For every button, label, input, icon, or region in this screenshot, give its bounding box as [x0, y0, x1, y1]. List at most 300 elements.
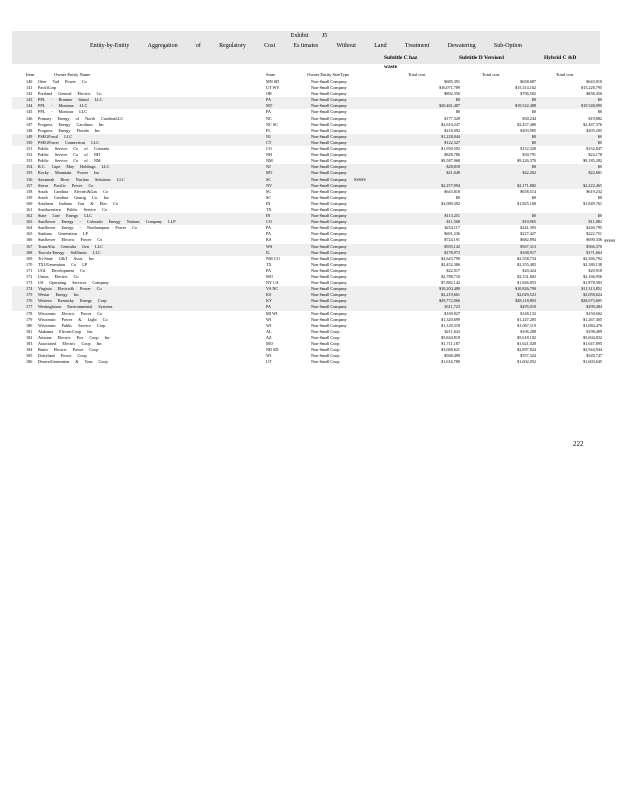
owner-name: Westinghouse Environmental Systems — [38, 304, 113, 310]
hybrid-cost: $838,456 — [586, 91, 602, 97]
owner-name: Basin Electric Power Coop — [38, 347, 99, 353]
subtitle-d-cost: $9,226,370 — [517, 158, 536, 164]
owner-name: Primary Energy of North CarolinaLLC — [38, 115, 124, 121]
owner-type: Non-Small Company — [311, 91, 347, 97]
owner-name: Virginia Electric& Power Co — [38, 286, 102, 292]
subtitle-d-cost: $30,791 — [522, 152, 536, 158]
subtitle-c-cost: $22,017 — [446, 267, 460, 273]
owner-type: Non-Small Company — [311, 267, 347, 273]
state: AZ — [266, 334, 272, 340]
subtitle-c-cost: $311,723 — [444, 304, 460, 310]
subtitle-d-cost: $168,917 — [520, 249, 536, 255]
hybrid-cost: $2,566,792 — [583, 255, 602, 261]
row-index: 168 — [26, 249, 33, 255]
subtitle-c-cost: $724,191 — [444, 237, 460, 243]
col-total1: Total cost — [408, 72, 426, 77]
subtitle-d-cost: $2,131,802 — [517, 274, 536, 279]
state: VA NC — [266, 286, 279, 292]
subtitle-c-cost: $2,452,386 — [441, 261, 460, 267]
subtitle-c-cost: $9,587,968 — [441, 158, 460, 164]
subtitle-c-cost: $568,489 — [444, 353, 460, 359]
row-index: 171 — [26, 267, 33, 273]
row-index: 146 — [26, 115, 33, 121]
row-index: 149 — [26, 133, 33, 139]
row-index: 173 — [26, 280, 33, 286]
owner-type: Non-Small Company — [311, 249, 347, 255]
hybrid-cost: $222,751 — [586, 231, 602, 237]
owner-name: DeseretGeneration & Tran Coop — [38, 359, 108, 365]
col-owner: Owner Entity Name — [54, 72, 91, 77]
subtitle-c-cost: $828,786 — [444, 152, 460, 158]
row-index: 179 — [26, 316, 33, 322]
subtitle-d-cost: $28,118,803 — [515, 298, 536, 304]
subtitle-d-cost: $10,826,790 — [515, 286, 536, 292]
row-index: 145 — [26, 109, 33, 115]
owner-type: Non-Small Company — [311, 322, 347, 328]
subtitle-d-cost: $0 — [531, 194, 536, 200]
state: CT — [266, 139, 272, 145]
row-index: 163 — [26, 219, 33, 225]
hybrid-cost: $2,380,138 — [583, 261, 602, 267]
hybrid-header: Hybrid C &D — [544, 55, 577, 61]
hybrid-cost: $0 — [597, 133, 602, 139]
hybrid-cost: $1,647,895 — [583, 341, 602, 347]
owner-type: Non-Small Company — [311, 109, 347, 115]
subtitle-d-cost: $15,314,162 — [515, 85, 536, 91]
hybrid-cost: $5,604,832 — [583, 334, 602, 340]
owner-type: Non-Small Company — [311, 304, 347, 310]
exhibit-title — [12, 43, 600, 49]
subtitle-c-cost: $691,236 — [444, 231, 460, 237]
state: UT — [266, 359, 272, 365]
subtitle-c-header-line2: waste — [384, 64, 398, 70]
state: MT — [266, 170, 273, 176]
subtitle-d-cost: $796,502 — [520, 91, 536, 97]
owner-type: Non-Small Company — [311, 225, 347, 231]
hybrid-cost: $2,058,624 — [583, 292, 602, 298]
subtitle-c-header: Subtitle C haz — [384, 55, 418, 61]
subtitle-c-cost: $2,089,392 — [441, 200, 460, 206]
hybrid-cost: $0 — [597, 139, 602, 145]
row-index: 165 — [26, 231, 33, 237]
hybrid-cost: $150,602 — [586, 310, 602, 316]
row-index: 176 — [26, 298, 33, 304]
row-index: 181 — [26, 328, 33, 334]
subtitle-c-cost: $1,120,318 — [441, 322, 460, 328]
hybrid-cost: $19,548,090 — [581, 103, 602, 109]
state: NM — [266, 158, 273, 164]
owner-type: Non-Small Company — [311, 194, 347, 200]
subtitle-c-cost: $3,068,621 — [441, 347, 460, 353]
subtitle-d-cost: $567,313 — [520, 243, 536, 249]
subtitle-d-cost: $0 — [531, 97, 536, 103]
owner-type: Non-Small Company — [311, 79, 347, 84]
state: NJ — [266, 164, 271, 170]
subtitle-c-cost: $5,844,819 — [441, 334, 460, 340]
hybrid-cost: $0 — [597, 194, 602, 200]
subtitle-c-cost: $1,711,187 — [441, 341, 460, 347]
subtitle-c-cost: $178,973 — [444, 249, 460, 255]
owner-type: Non-Small Company — [311, 316, 347, 322]
subtitle-d-cost: $682,894 — [520, 237, 536, 243]
owner-type: Non-Small Company — [311, 298, 347, 304]
owner-type: Non-Small Company — [311, 139, 347, 145]
owner-type: Non-Small Company — [311, 206, 347, 212]
row-index: 175 — [26, 292, 33, 298]
owner-type: Non-Small Company — [311, 133, 347, 139]
state: NC — [266, 115, 272, 121]
subtitle-c-cost: $254,117 — [444, 225, 460, 231]
subtitle-c-cost: $218,092 — [444, 127, 460, 133]
subtitle-d-cost: $30,244 — [522, 115, 536, 121]
subtitle-d-cost: $1,825,168 — [517, 200, 536, 206]
subtitle-d-cost: $1,602,052 — [517, 359, 536, 365]
owner-type: Non-Small Company — [311, 158, 347, 164]
state: SC — [266, 188, 272, 194]
subtitle-d-cost: $2,171,882 — [517, 182, 536, 188]
title-word: Dewatering — [447, 43, 476, 49]
hybrid-cost: $1,849,761 — [583, 200, 602, 206]
subtitle-c-cost: $28,818 — [446, 164, 460, 170]
state: IL — [266, 249, 270, 255]
hybrid-cost: $1,878,583 — [583, 280, 602, 286]
owner-type: Non-Small Company — [311, 274, 347, 279]
row-note: SSSSS — [354, 176, 366, 182]
subtitle-d-cost: $2,355,485 — [517, 261, 536, 267]
subtitle-c-cost: $211,643 — [444, 328, 460, 334]
row-index: 166 — [26, 237, 33, 243]
subtitle-c-cost: $2,788,710 — [441, 274, 460, 279]
subtitle-c-cost: $11,568 — [446, 219, 460, 225]
owner-type: Non-Small Company — [311, 261, 347, 267]
row-index: 184 — [26, 347, 33, 353]
hybrid-cost: $171,664 — [586, 249, 602, 255]
row-index: 153 — [26, 158, 33, 164]
subtitle-c-cost: $7,882,142 — [441, 280, 460, 286]
state: PA — [266, 304, 271, 310]
subtitle-c-cost: $10,203,480 — [439, 286, 460, 292]
subtitle-d-cost: $0 — [531, 139, 536, 145]
subtitle-c-cost: $2,643,790 — [441, 255, 460, 261]
table-row — [12, 359, 600, 365]
row-index: 148 — [26, 127, 33, 133]
state: NY CA — [266, 280, 279, 286]
owner-name: Associated Electric Coop Inc — [38, 341, 102, 347]
row-index: 164 — [26, 225, 33, 231]
owner-name: TransAlta Centralia Gen LLC — [38, 243, 103, 249]
hybrid-cost: $0 — [597, 109, 602, 115]
subtitle-d-cost: $196,288 — [520, 328, 536, 334]
subtitle-c-cost: $29,772,066 — [439, 298, 460, 304]
state: NJ — [266, 133, 271, 139]
owner-type: Non-Small Company — [311, 255, 347, 261]
row-index: 152 — [26, 152, 33, 158]
state: SC — [266, 176, 272, 182]
subtitle-d-cost: $0 — [531, 164, 536, 170]
subtitle-d-cost: $19,522,488 — [515, 103, 536, 109]
row-index: 174 — [26, 286, 33, 292]
owner-type: Non-Small Coop — [311, 334, 340, 340]
owner-type: Non-Small Company — [311, 213, 347, 219]
state: PA — [266, 109, 271, 115]
subtitle-c-cost: $2,610,247 — [441, 121, 460, 127]
subtitle-d-cost: $1,846,853 — [517, 280, 536, 286]
subtitle-c-cost: $593,142 — [444, 243, 460, 249]
owner-type: Non-Small Company — [311, 85, 347, 91]
subtitle-d-cost: $2,558,734 — [517, 255, 536, 261]
owner-name: Wisconsin Power & Light Co — [38, 316, 108, 322]
hybrid-cost: $1,084,476 — [583, 322, 602, 328]
owner-name: Wisconsin Public Service Corp — [38, 322, 106, 328]
owner-type: Non-Small Coop — [311, 328, 340, 334]
owner-type: Non-Small Company — [311, 127, 347, 133]
owner-name: Progress Energy Florida Inc — [38, 127, 101, 133]
state: WI — [266, 316, 272, 322]
hybrid-cost: $152,847 — [586, 146, 602, 152]
owner-type: Non-Small Company — [311, 182, 347, 188]
state: PA — [266, 231, 271, 237]
state: TX — [266, 206, 272, 212]
row-index: 183 — [26, 341, 33, 347]
owner-name: PSEGPower Connecticut LLC — [38, 139, 100, 145]
hybrid-cost: $566,378 — [586, 243, 602, 249]
owner-type: Non-Small Company — [311, 176, 347, 182]
subtitle-c-cost: $169,927 — [444, 310, 460, 316]
hybrid-cost: $246,795 — [586, 225, 602, 231]
row-index: 140 — [26, 79, 33, 84]
subtitle-c-cost: $1,320,699 — [441, 316, 460, 322]
owner-name: Westar Energy Inc — [38, 292, 79, 298]
owner-type: Non-Small Company — [311, 280, 347, 286]
owner-name: Public Service Co of Colorado — [38, 146, 110, 152]
owner-name: Tri-State G&T Assn, Inc — [38, 255, 95, 261]
hybrid-cost: $643,910 — [586, 79, 602, 84]
owner-type: Non-Small Company — [311, 231, 347, 237]
row-index: 169 — [26, 255, 33, 261]
subtitle-d-cost: $20,424 — [522, 267, 536, 273]
state: NC SC — [266, 121, 278, 127]
title-word: Aggregation — [147, 43, 178, 49]
owner-name: Otter Tail Power Co — [38, 79, 87, 84]
subtitle-c-cost: $1,950,592 — [441, 146, 460, 152]
state: MO — [266, 274, 273, 279]
page-number: 222 — [573, 440, 584, 448]
owner-type: Non-Small Company — [311, 237, 347, 243]
hybrid-cost: $19,882 — [588, 115, 602, 121]
owner-type: Non-Small Coop — [311, 359, 340, 365]
hybrid-cost: $22,601 — [588, 170, 602, 176]
state: CO — [266, 219, 272, 225]
owner-name: US Operating Services Company — [38, 280, 109, 286]
state: MT — [266, 103, 273, 109]
state: UT WY — [266, 85, 280, 91]
owner-type: Non-Small Company — [311, 292, 347, 298]
row-index: 159 — [26, 194, 33, 200]
state: FL — [266, 127, 271, 133]
subtitle-d-cost: $148,132 — [520, 310, 536, 316]
owner-type: Non-Small Company — [311, 310, 347, 316]
subtitle-c-cost: $643,818 — [444, 188, 460, 194]
row-index: 144 — [26, 103, 33, 109]
owner-name: R.C. Cape May Holdings LLC — [38, 164, 110, 170]
state: PA — [266, 225, 271, 231]
owner-name: Rocky Mountain Power Inc — [38, 170, 100, 176]
col-total3: Total cost — [556, 72, 574, 77]
title-word: Sub-Option — [493, 43, 522, 49]
owner-name: Dairyland Power Coop — [38, 353, 87, 359]
row-index: 158 — [26, 188, 33, 194]
subtitle-d-cost: $658,514 — [520, 188, 536, 194]
owner-name: Savannah River Nuclear Solutions LLC — [38, 176, 125, 182]
subtitle-c-cost: $892,356 — [444, 91, 460, 97]
owner-type: Non-Small Company — [311, 200, 347, 206]
subtitle-d-cost: $0 — [531, 109, 536, 115]
owner-name: Portland General Electric Co — [38, 91, 102, 97]
hybrid-cost: $205,205 — [586, 127, 602, 133]
state: NM CO — [266, 255, 280, 261]
subtitle-d-cost: $557,324 — [520, 353, 536, 359]
subtitle-d-cost: $658,687 — [520, 79, 536, 84]
hybrid-cost: $1,603,645 — [583, 359, 602, 365]
row-index: 180 — [26, 322, 33, 328]
exhibit-word: Exhibit — [290, 33, 309, 39]
state: MO — [266, 341, 273, 347]
subtitle-d-cost: $241,393 — [520, 225, 536, 231]
row-index: 186 — [26, 359, 33, 365]
hybrid-cost: $2,222,465 — [583, 182, 602, 188]
state: IN — [266, 213, 271, 219]
hybrid-cost: $24,178 — [588, 152, 602, 158]
state: NH — [266, 152, 273, 158]
subtitle-c-cost: $0 — [455, 97, 460, 103]
row-index: 170 — [26, 261, 33, 267]
exhibit-label — [0, 33, 618, 39]
subtitle-d-cost: $2,029,523 — [517, 292, 536, 298]
hybrid-cost: $299,484 — [586, 304, 602, 310]
owner-name: Western Kentucky Energy Corp — [38, 298, 107, 304]
owner-type: Non-Small Company — [311, 243, 347, 249]
owner-type: Non-Small Company — [311, 219, 347, 225]
row-index: 161 — [26, 206, 33, 212]
col-type: Owner Entity SizeType — [307, 72, 350, 77]
owner-name: Arizona Electric Pwr Coop Inc — [38, 334, 110, 340]
owner-name: TXUGeneration Co LP — [38, 261, 88, 267]
owner-name: Progress Energy Carolinas Inc — [38, 121, 104, 127]
owner-type: Non-Small Company — [311, 188, 347, 194]
state: PA — [266, 97, 271, 103]
owner-name: PSEGFossil LLC — [38, 133, 73, 139]
owner-type: Non-Small Company — [311, 170, 347, 176]
hybrid-cost: $11,082 — [588, 219, 602, 225]
hybrid-cost: $2,944,944 — [583, 347, 602, 353]
title-word: Treatment — [404, 43, 430, 49]
subtitle-c-cost: $685,391 — [444, 79, 460, 84]
col-item: Item — [26, 72, 35, 77]
hybrid-cost: $540,747 — [586, 353, 602, 359]
col-state: State — [266, 72, 275, 77]
hybrid-cost: $690,336 — [586, 237, 602, 243]
title-word: Entity-by-Entity — [90, 43, 130, 49]
subtitle-d-cost: $295,010 — [520, 304, 536, 310]
subtitle-c-cost: $0 — [455, 109, 460, 115]
hybrid-cost: $1,267,365 — [583, 316, 602, 322]
subtitle-d-cost: $203,905 — [520, 127, 536, 133]
title-word: Regulatory — [219, 43, 246, 49]
owner-name: South Carolina Genrtg Co, Inc — [38, 194, 110, 200]
subtitle-c-cost: $1,228,044 — [441, 133, 460, 139]
row-index: 182 — [26, 334, 33, 340]
state: KS — [266, 237, 272, 243]
subtitle-d-cost: $227,427 — [520, 231, 536, 237]
owner-name: Alabama ElectricCoop Inc — [38, 328, 93, 334]
subtitle-d-cost: $152,320 — [520, 146, 536, 152]
row-index: 185 — [26, 353, 33, 359]
subtitle-c-cost: $122,327 — [444, 139, 460, 145]
owner-name: UGI Development Co — [38, 267, 85, 273]
hybrid-cost: $20,918 — [588, 267, 602, 273]
hybrid-cost: $11,313,852 — [581, 286, 602, 292]
subtitle-d-cost: $2,457,480 — [517, 121, 536, 127]
hybrid-cost: $619,232 — [586, 188, 602, 194]
subtitle-c-cost: $113,251 — [444, 213, 460, 219]
subtitle-c-cost: $21,649 — [446, 170, 460, 176]
owner-type: Non-Small Company — [311, 121, 347, 127]
title-word: Es timates — [293, 43, 319, 49]
owner-name: Sunbury Generation LP — [38, 231, 88, 237]
owner-name: Sierra Pacific Power Co — [38, 182, 94, 188]
subtitle-d-cost: $5,618,182 — [517, 334, 536, 340]
subtitle-c-cost: $0 — [455, 194, 460, 200]
hybrid-cost: $0 — [597, 164, 602, 170]
subtitle-d-cost: $1,247,283 — [517, 316, 536, 322]
row-index: 147 — [26, 121, 33, 127]
hybrid-cost: $2,467,376 — [583, 121, 602, 127]
owner-type: Non-Small Coop — [311, 353, 340, 359]
state: AL — [266, 328, 272, 334]
owner-name: Wisconsin Electric Power Co — [38, 310, 103, 316]
subtitle-d-cost: $1,067,119 — [517, 322, 536, 328]
row-index: 157 — [26, 182, 33, 188]
state: WI — [266, 322, 272, 328]
hybrid-cost: $198,409 — [586, 328, 602, 334]
owner-type: Non-Small Company — [311, 146, 347, 152]
subtitle-c-cost: $1,616,780 — [441, 359, 460, 365]
row-index: 151 — [26, 146, 33, 152]
state: KS — [266, 292, 272, 298]
subtitle-c-cost: $177,328 — [444, 115, 460, 121]
owner-name: Public Service Co of NM — [38, 158, 101, 164]
owner-name: Sunflower Energy - Northampton Power Co — [38, 225, 138, 231]
owner-name: PacifiCorp — [38, 85, 57, 91]
exhibit-number: J5 — [321, 33, 328, 39]
owner-type: Non-Small Coop — [311, 341, 340, 347]
row-index: 172 — [26, 274, 33, 279]
owner-name: Southwestern Public Service Co — [38, 206, 108, 212]
row-index: 178 — [26, 310, 33, 316]
row-index: 177 — [26, 304, 33, 310]
state: MN SD — [266, 79, 280, 84]
state: CO — [266, 146, 272, 152]
hybrid-cost: $9,185,282 — [583, 158, 602, 164]
owner-name: Southern Indiana Gas & Elec Co — [38, 200, 119, 206]
state: TX — [266, 261, 272, 267]
row-index: 160 — [26, 200, 33, 206]
title-word: Cost — [264, 43, 276, 49]
state: WI — [266, 353, 272, 359]
owner-name: Tuscola-Energy SoIllinois LLC — [38, 249, 101, 255]
owner-name: Sunflower Electric Power Co — [38, 237, 103, 243]
subtitle-d-cost: $10,965 — [522, 219, 536, 225]
